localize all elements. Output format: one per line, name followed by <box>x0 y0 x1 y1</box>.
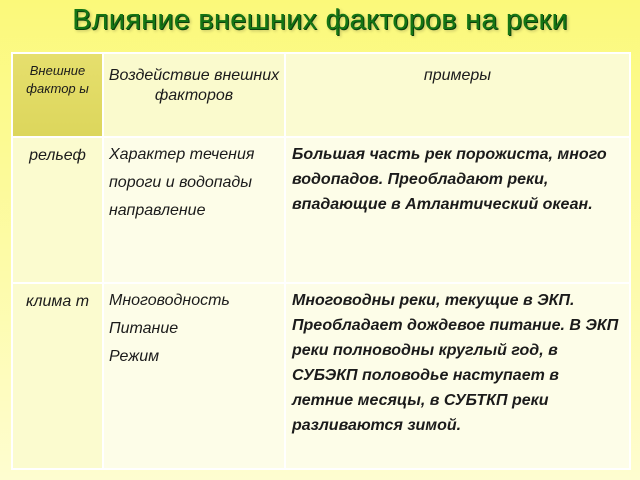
examples-cell-relief: Большая часть рек порожиста, много водопадов. Преобладают реки, впадающие в Атлантический океан. <box>285 137 630 283</box>
factor-cell-relief: рельеф <box>12 137 103 283</box>
effects-cell-climate <box>103 283 285 469</box>
factors-table <box>11 52 631 470</box>
table-row <box>12 137 630 283</box>
effect-item: Многоводность <box>109 292 230 309</box>
effect-item: направление <box>109 202 206 219</box>
header-factor-effects: Воздействие внешних факторов <box>103 53 285 137</box>
factor-cell-climate: клима т <box>12 283 103 469</box>
effect-item: Режим <box>109 348 160 365</box>
effect-item: Характер течения <box>109 146 255 163</box>
effect-item: Питание <box>109 320 179 337</box>
table-header-row <box>12 53 630 137</box>
header-external-factors: Внешние фактор ы <box>12 53 103 137</box>
table-row <box>12 283 630 469</box>
slide-title: Влияние внешних факторов на реки <box>72 4 568 36</box>
examples-cell-climate: Многоводны реки, текущие в ЭКП. Преобладает дождевое питание. В ЭКП реки полноводны круглый год, в СУБЭКП половодье наступает в летние месяцы, в СУБТКП реки разливаются зимой. <box>285 283 630 469</box>
effect-item: пороги и водопады <box>109 174 253 191</box>
header-examples: примеры <box>285 53 630 137</box>
effects-cell-relief <box>103 137 285 283</box>
